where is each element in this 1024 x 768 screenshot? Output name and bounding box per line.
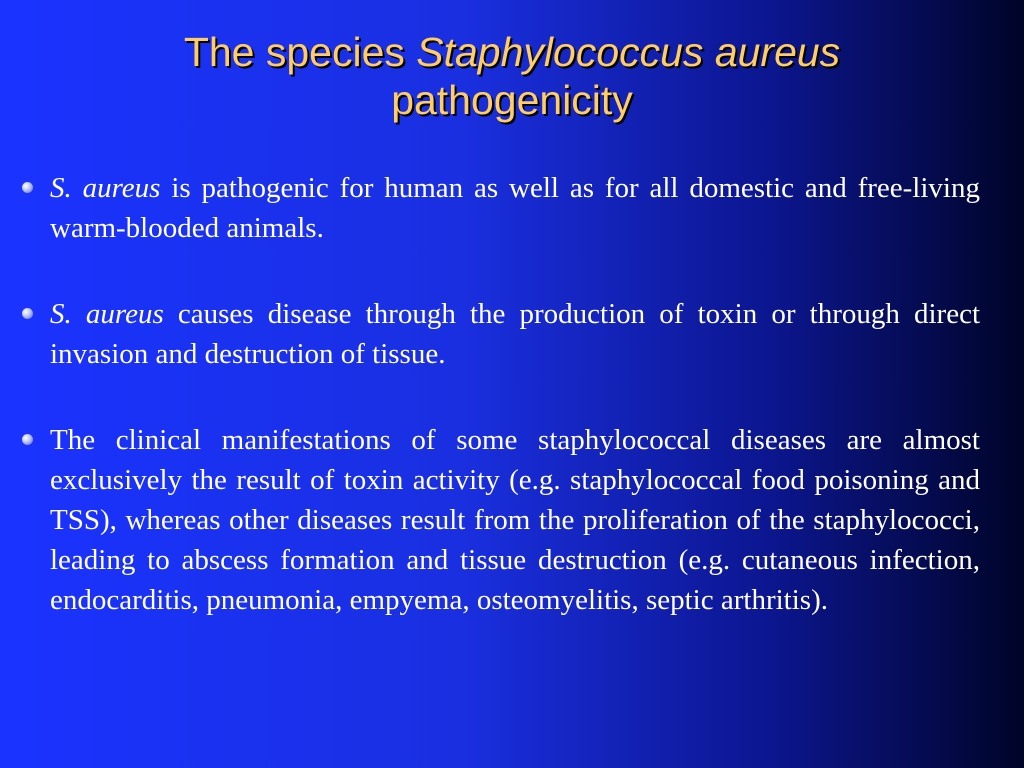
title-species: Staphylococcus aureus <box>416 29 841 75</box>
bullet-dot-icon <box>22 308 33 319</box>
bullet-item <box>22 168 980 248</box>
bullet-dot-icon <box>22 182 33 193</box>
slide-title <box>40 28 984 124</box>
bullet-text: is pathogenic for human as well as for all domestic and free-living warm-blooded animals. <box>50 172 980 244</box>
bullet-italic: S. aureus <box>50 172 161 204</box>
bullet-list <box>22 168 980 620</box>
bullet-text: causes disease through the production of toxin or through direct invasion and destruction of tissue. <box>50 298 981 370</box>
bullet-text: The clinical manifestations of some staphylococcal diseases are almost exclusively the result of toxin activity (e.g. staphylococcal food poisoning and TSS), whereas other diseases result from the proliferation of the staphylococci, leading to abscess formation and tissue destruction (e.g. cutaneous infection, endocarditis, pneumonia, empyema, osteomyelitis, septic arthritis). <box>50 424 980 616</box>
title-line2: pathogenicity <box>391 77 633 123</box>
bullet-dot-icon <box>22 434 33 445</box>
bullet-italic: S. aureus <box>50 298 164 330</box>
title-prefix: The species <box>183 29 417 75</box>
bullet-item <box>22 294 980 374</box>
bullet-item <box>22 420 980 620</box>
